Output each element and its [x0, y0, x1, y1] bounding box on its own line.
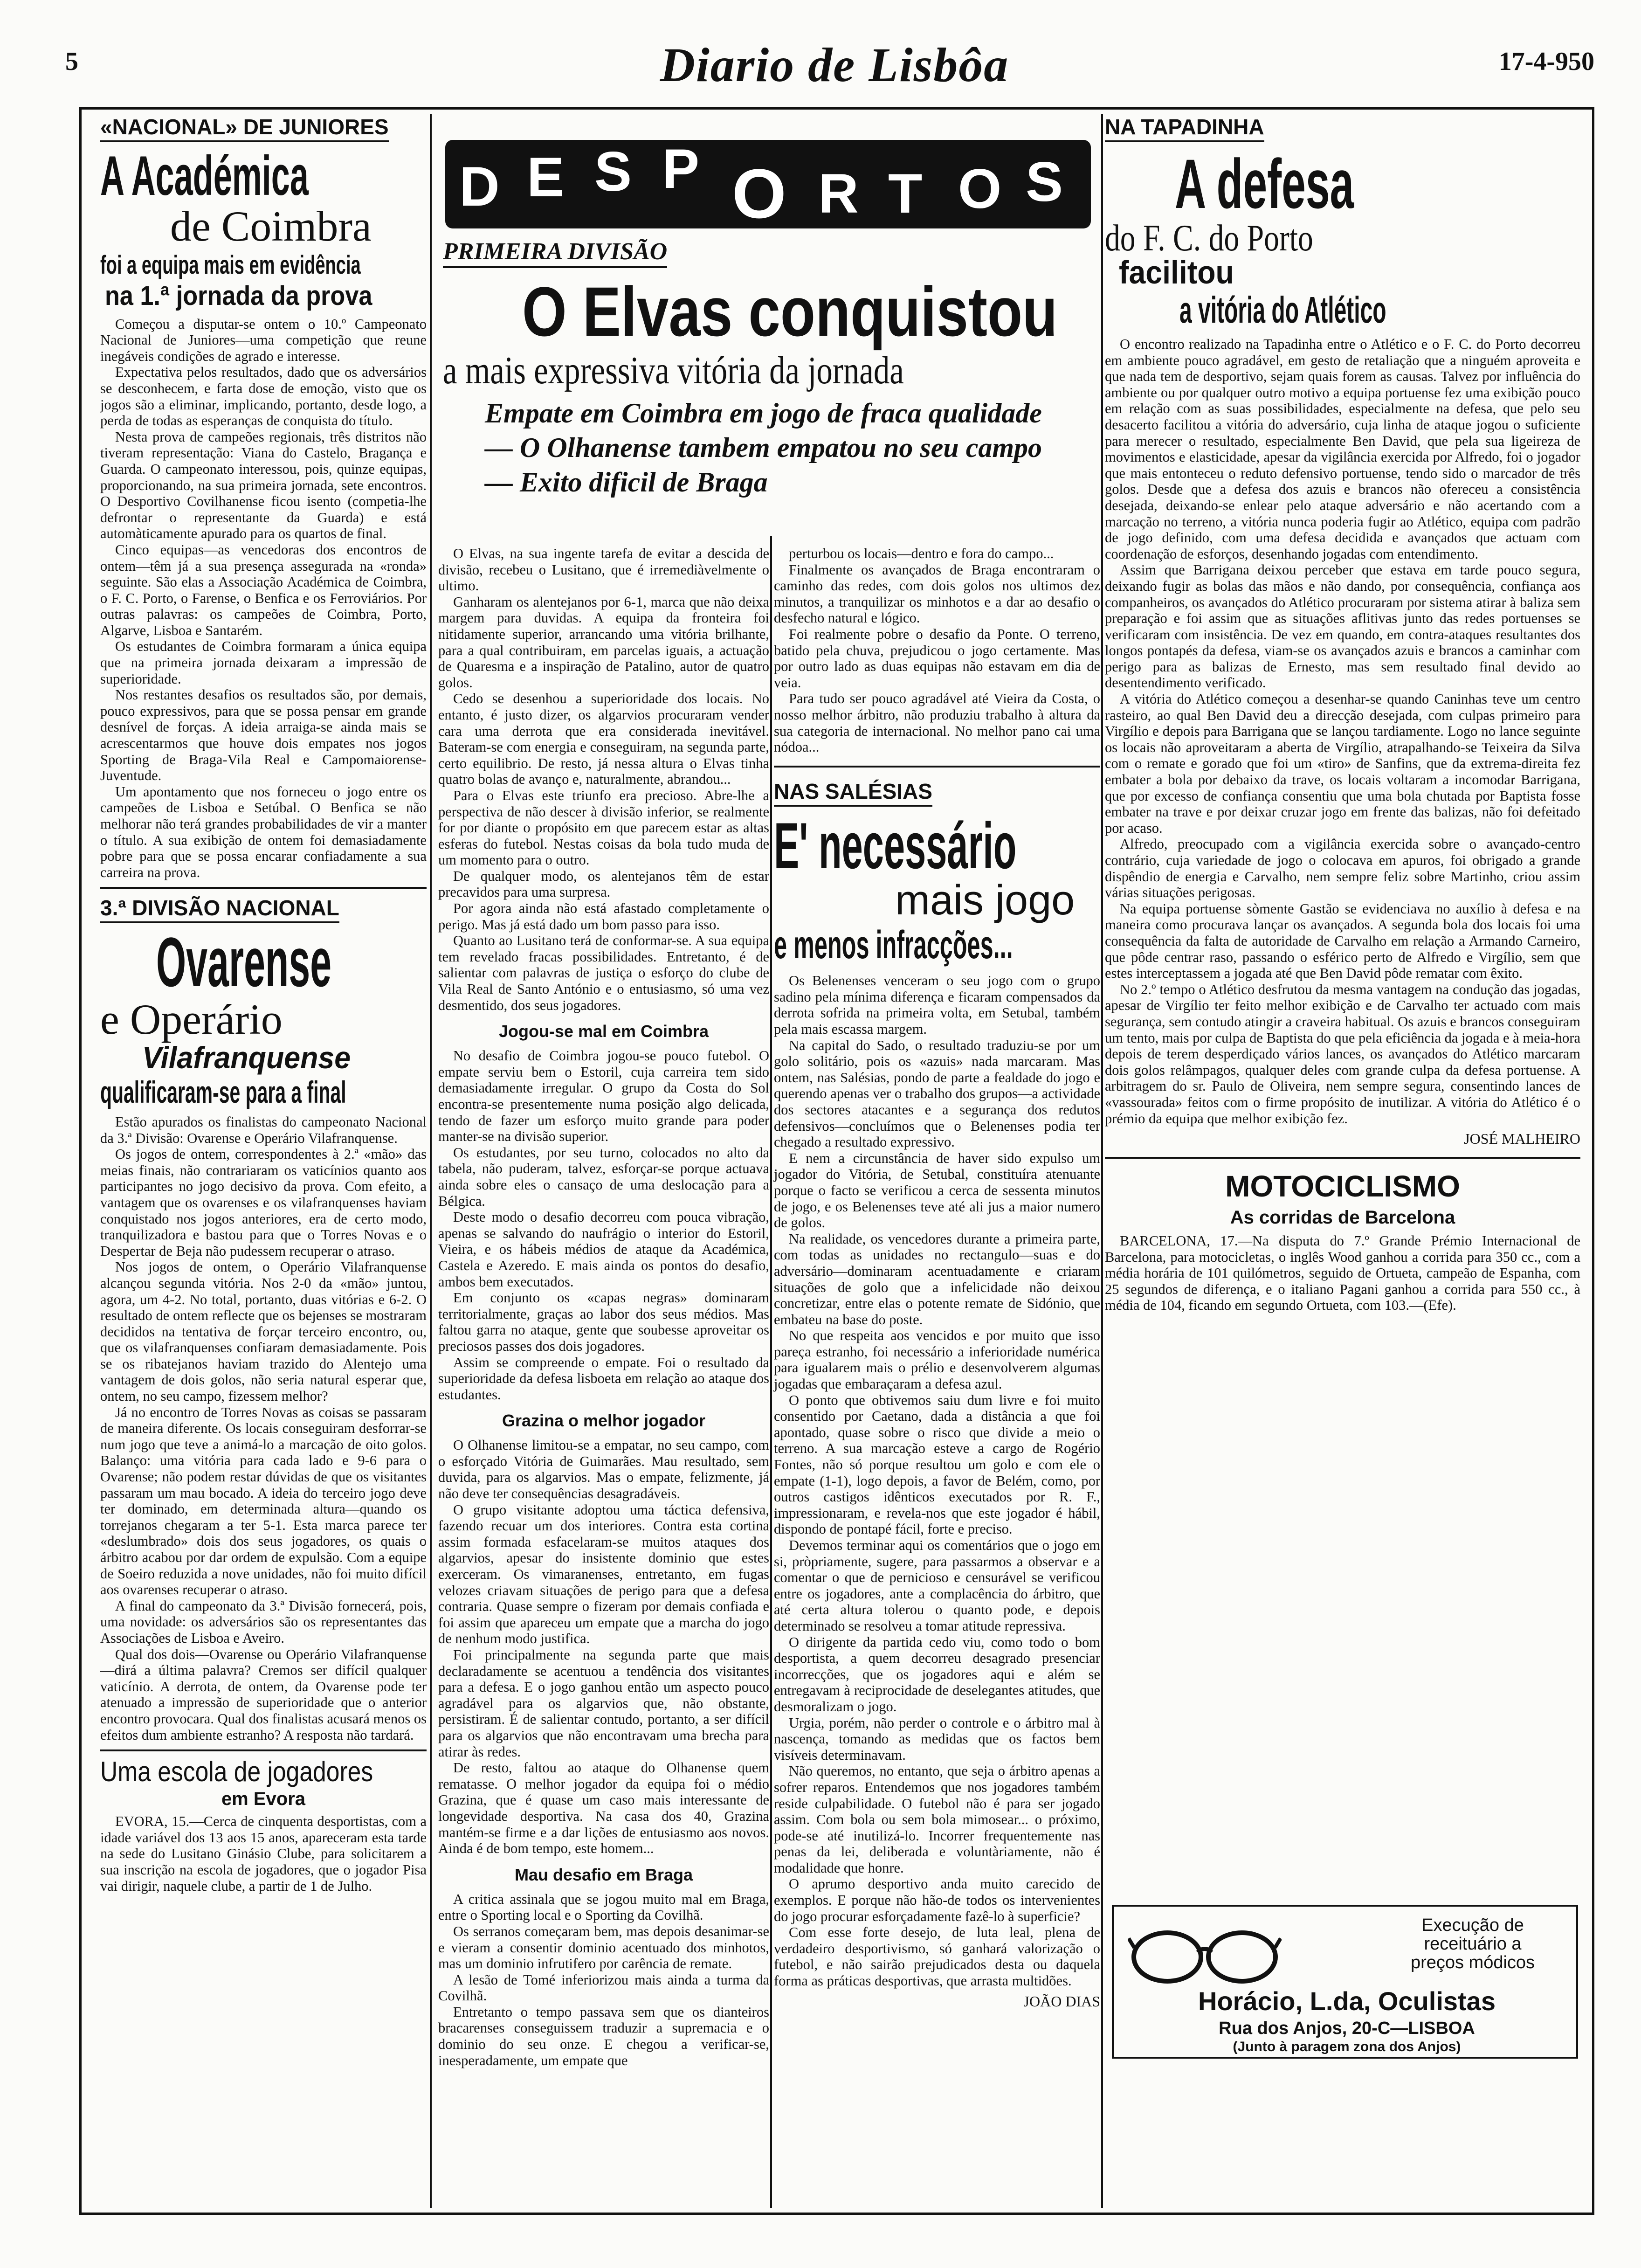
article-subheadline: Mau desafio em Braga	[514, 1865, 693, 1884]
column-1	[100, 114, 427, 1894]
advert-brand: Horácio, L.da, Oculistas	[1198, 1986, 1496, 2016]
article-subheadline: em Evora	[221, 1789, 306, 1810]
paragraph: Quanto ao Lusitano terá de conformar-se. A sua equipa tem revelado fracas possibilidades. Entretanto, é de salientar com palavras de justiça o esforço do clube de Vila Real de Santo António e o entusiasmo, só uma vez desmentido, dos seus jogadores.	[438, 933, 769, 1013]
banner-letter: D	[459, 155, 500, 218]
article-headline: A defesa	[1175, 145, 1354, 223]
article-body	[100, 316, 427, 881]
paragraph: O ponto que obtivemos saiu dum livre e foi muito consentido por Caetano, dada a distância a que foi apontado, quase sobre o risco que divide a meio o terreno. A sua marcação esteve a cargo de Rogério Fontes, não só porque resultou um golo e com ele o empate (1-1), logo depois, a favor de Belém, como, por outros castigos idênticos executados por R. F., impressionaram, e revela-nos que este jogador é hábil, dispondo de pontapé fácil, forte e preciso.	[774, 1392, 1100, 1537]
column-divider	[1101, 114, 1103, 2208]
article-body	[438, 1048, 769, 1403]
paragraph: A critica assinala que se jogou muito mal em Braga, entre o Sporting local e o Sporting da Covilhã.	[438, 1891, 769, 1923]
paragraph: Com esse forte desejo, de luta leal, plena de verdadeiro desportivismo, só ganhará valorização o futebol, e não sairão prejudicados desta ou daquela forma as práticas desportivas, que arrasta multidões.	[774, 1924, 1100, 1989]
paragraph: O aprumo desportivo anda muito carecido de exemplos. E porque não hão-de todos os intervenientes do jogo procurar esforçadamente fazê-lo à superficie?	[774, 1876, 1100, 1924]
article-headline: E' necessário	[774, 809, 1017, 882]
paragraph: E nem a circunstância de haver sido expulso um jogador do Vitória, de Setubal, constituíra atenuante porque o facto se verificou a cerca de sessenta minutos de jogo, e os Belenenses teve até ali jus a maior numero de golos.	[774, 1150, 1100, 1231]
article-body	[438, 1437, 769, 1856]
column-divider	[770, 536, 772, 2208]
advert-line: receituário a	[1424, 1934, 1522, 1954]
paragraph: A lesão de Tomé inferiorizou mais ainda a turma da Covilhã.	[438, 1971, 769, 2004]
paragraph: A final do campeonato da 3.ª Divisão fornecerá, pois, uma novidade: os adversários são os representantes das Associações de Lisboa e Aveiro.	[100, 1597, 427, 1646]
byline: JOÃO DIAS	[1023, 1992, 1100, 2010]
deck-line: — O Olhanense tambem empatou no seu campo	[485, 432, 1042, 463]
sub-headline: a mais expressiva vitória da jornada	[443, 349, 904, 392]
paragraph: O Elvas, na sua ingente tarefa de evitar a descida de divisão, recebeu o Lusitano, que é irremediàvelmente o ultimo.	[438, 546, 769, 594]
article-subheadline: As corridas de Barcelona	[1230, 1207, 1455, 1228]
paragraph: Na realidade, os vencedores durante a primeira parte, com todas as unidades no rectangulo—suas e do adversário—dominaram acentuadamente e criaram situações de golo que a infelicidade não deixou concretizar, entre elas o potente remate de Sidónio, que embateu na base do poste.	[774, 1231, 1100, 1328]
divider	[100, 1749, 427, 1751]
article-kicker: «NACIONAL» DE JUNIORES	[100, 114, 389, 142]
article-headline: do F. C. do Porto	[1105, 218, 1313, 259]
advert-note: (Junto à paragem zona dos Anjos)	[1233, 2039, 1461, 2054]
paragraph: Ganharam os alentejanos por 6-1, marca que não deixa margem para duvidas. A equipa da fronteira foi nitidamente superior, arrancando uma vitória brilhante, para a qual contribuiram, em parcelas iguais, a actuação de Quaresma e a inspiração de Patalino, autor de quatro golos.	[438, 594, 769, 691]
main-headline: O Elvas conquistou	[522, 272, 1058, 351]
paragraph: Os Belenenses venceram o seu jogo com o grupo sadino pela mínima diferença e ficaram compensados da derrota sofrida na primeira volta, em Setubal, também pela mais escassa margem.	[774, 973, 1100, 1037]
divider	[1105, 1157, 1580, 1159]
article-body	[100, 1813, 427, 1894]
article-headline: Uma escola de jogadores	[100, 1756, 373, 1788]
article-headline: Vilafranquense	[142, 1040, 351, 1075]
paragraph: Foi realmente pobre o desafio da Ponte. O terreno, batido pela chuva, prejudicou o jogo certamente. Mas por outro lado as duas equipas não estavam em dia de veia.	[774, 626, 1100, 691]
banner-letter: O	[732, 154, 786, 228]
article-body	[774, 973, 1100, 1989]
paragraph: O encontro realizado na Tapadinha entre o Atlético e o F. C. do Porto decorreu em ambiente pouco agradável, em gesto de retaliação que a ninguém aproveita e que nada tem de desportivo, sejam quais forem as causas. Talvez por influência do ambiente ou por qualquer outro motivo a equipa portuense fez uma exibição pouco em relação com as suas possibilidades, especialmente na defesa, que pelo seu desacerto facilitou a vitória do adversário, cuja linha de ataque jogou o suficiente para merecer o resultado, especialmente Ben David, que pela sua ligeireza de movimentos e elasticidade, apesar da vigilância exercida por Alfredo, foi o jogador que mais entonteceu o reduto defensivo portuense, tendo sido o marcador de três golos. Desde que a defesa dos azuis e brancos não ofereceu a consistência desejada, deixando-se enlear pelo ataque adversário e não acertando com a marcação no terreno, a vitória nunca poderia fugir ao Atlético, equipa com padrão de jogo definido, com uma defesa decidida e avançados que actuam com coordenação de esforços, desenhando jogadas com entendimento.	[1105, 336, 1580, 562]
paragraph: Na capital do Sado, o resultado traduziu-se por um golo solitário, pois os «azuis» nada marcaram. Mas ontem, nas Salésias, pondo de parte a fealdade do jogo e querendo apenas ver o trabalho dos grupos—a actividade dos sectores atacantes e a segurança dos redutos defensivos—concluímos que o Belenenses podia ter chegado a resultado expressivo.	[774, 1037, 1100, 1150]
paragraph: Em conjunto os «capas negras» dominaram territorialmente, graças ao labor dos seus médios. Mas faltou garra no ataque, gente que soubesse aproveitar os preciosos passes dos dois jogadores.	[438, 1290, 769, 1354]
banner-letter: E	[527, 146, 565, 208]
paragraph: EVORA, 15.—Cerca de cinquenta desportistas, com a idade variável dos 13 aos 15 anos, apareceram esta tarde na sede do Lusitano Ginásio Clube, para solicitarem a sua inscrição na escola de jogadores, que o jogador Pisa vai dirigir, naquele clube, a partir de 1 de Julho.	[100, 1813, 427, 1894]
column-2	[438, 546, 769, 2068]
paragraph: O Olhanense limitou-se a empatar, no seu campo, com o esforçado Vitória de Guimarães. Mau resultado, sem duvida, para os algarvios. Mas o empate, felizmente, já não deve ter consequências desagradáveis.	[438, 1437, 769, 1502]
paragraph: Estão apurados os finalistas do campeonato Nacional da 3.ª Divisão: Ovarense e Operário Vilafranquense.	[100, 1113, 427, 1146]
paragraph: Por agora ainda não está afastado completamente o perigo. Mas já está dado um bom passo para isso.	[438, 900, 769, 933]
article-headline: MOTOCICLISMO	[1225, 1169, 1460, 1203]
paragraph: Assim se compreende o empate. Foi o resultado da superioridade da defesa lisboeta em relação ao ataque dos estudantes.	[438, 1354, 769, 1403]
article-body	[438, 1891, 769, 2069]
divider	[774, 766, 1100, 768]
paragraph: perturbou os locais—dentro e fora do campo...	[789, 546, 1054, 561]
optician-advert	[1112, 1905, 1578, 2059]
paragraph: Cedo se desenhou a superioridade dos locais. No entanto, é justo dizer, os algarvios procuraram vender cara uma derrota que era considerada inevitável. Bateram-se com energia e conseguiram, na segunda parte, certo equilibrio. De resto, já nessa altura o Elvas tinha quatro bolas de avanço e, naturalmente, abrandou...	[438, 691, 769, 788]
article-headline: de Coimbra	[170, 202, 372, 250]
banner-letter: S	[594, 140, 632, 203]
paragraph: Nesta prova de campeões regionais, três distritos não tiveram representação: Viana do Castelo, Bragança e Guarda. O campeonato interessou, pois, quinze equipas, proporcionando, na sua primeira jornada, sete encontros. O Desportivo Covilhanense ficou isento (competia-lhe defrontar o representante da Guarda) e está automàticamente apurado para os quartos de final.	[100, 429, 427, 542]
page-header	[65, 37, 1594, 93]
center-article-head	[443, 238, 1096, 499]
column-4	[1105, 114, 1580, 1314]
paragraph: Finalmente os avançados de Braga encontraram o caminho das redes, com dois golos nos ultimos dez minutos, a tranquilizar os minhotos e a dar ao desafio o desfecho natural e lógico.	[774, 561, 1100, 626]
paragraph: Os jogos de ontem, correspondentes à 2.ª «mão» das meias finais, não contrariaram os vaticínios quanto aos participantes no jogo decisivo da prova. Com efeito, a vantagem que os ovarenses e os vilafranquenses haviam conquistado nos jogos anteriores, era de certo modo, tranquilizadora e bastou para que o Torres Novas e o Despertar de Beja não pudessem recuperar o atraso.	[100, 1146, 427, 1259]
paragraph: Deste modo o desafio decorreu com pouca vibração, apenas se salvando do naufrágio o interior do Estoril, Vieira, e os hábeis médios de ataque da Académica, Castela e Azeredo. E mais ainda os pontos do desafio, ambos bem executados.	[438, 1209, 769, 1290]
article-headline: qualificaram-se para a final	[100, 1074, 346, 1109]
advert-line: Execução de	[1421, 1915, 1524, 1935]
banner-letter: T	[888, 162, 923, 225]
article-headline: A Académica	[100, 145, 309, 207]
article-kicker: NA TAPADINHA	[1105, 114, 1264, 142]
deck-line: — Exito dificil de Braga	[485, 467, 768, 498]
advert-line: preços módicos	[1410, 1953, 1535, 1972]
paragraph: BARCELONA, 17.—Na disputa do 7.º Grande Prémio Internacional de Barcelona, para motocicletas, o inglês Wood ganhou a corrida para 350 cc., com a média horária de 101 quilómetros, seguido de Ortueta, campeão de Espanha, com 25 segundos de diferença, e o italiano Pagani ganhou a corrida para 550 cc., à média de 104, ficando em segundo Ortueta, com 103.—(Efe).	[1105, 1233, 1580, 1314]
article-body	[100, 1114, 427, 1743]
paragraph: Nos jogos de ontem, o Operário Vilafranquense alcançou segunda vitória. Nos 2-0 da «mão» juntou, agora, um 4-2. No total, portanto, duas vitórias e 6-2. O resultado de ontem reflecte que os bejenses se mostraram decididos na tentativa de forçar terceiro encontro, ou, que os vilafranquenses confiaram demasiadamente. Pois se os ribatejanos haviam trazido do Alentejo uma vantagem de dois golos, não seria natural esperar que, ontem, no seu campo, fizessem melhor?	[100, 1259, 427, 1404]
paragraph: Na equipa portuense sòmente Gastão se evidenciava no auxílio à defesa e na maneira como procurava lançar os avançados. A segunda bola dos locais foi uma consequência da falta de autoridade de Carvalho em relação a Armando Carneiro, que pôde centrar raso, passando o esférico perto de Alfredo e Virgílio, sem que estes interceptassem a jogada até que Ben David pôde rematar com êxito.	[1105, 900, 1580, 982]
banner-letter: P	[662, 140, 700, 200]
paragraph: Nos restantes desafios os resultados são, por demais, pouco expressivos, para que se possa pensar em grande desnível de forças. A ideia arraiga-se ainda mais se acrescentarmos que houve dois empates nos jogos Sporting de Braga-Vila Real e Campomaiorense-Juventude.	[100, 687, 427, 784]
paragraph: No que respeita aos vencidos e por muito que isso pareça estranho, foi necessário a inferioridade numérica para igualarem mais o prélio e desenvolverem algumas jogadas que embaraçaram a defesa azul.	[774, 1328, 1100, 1392]
deck-line: Empate em Coimbra em jogo de fraca qualidade	[485, 398, 1042, 429]
paragraph: Devemos terminar aqui os comentários que o jogo em si, pròpriamente, sugere, para passarmos a observar e a comentar o que de pernicioso e censurável se verificou entre os jogadores, ante a complacência do árbitro, que até certa altura tolerou o quanto pode, e depois determinado se resolveu a tomar atitude repressiva.	[774, 1537, 1100, 1634]
paragraph: Para o Elvas este triunfo era precioso. Abre-lhe a perspectiva de não descer à divisão inferior, se realmente for por diante o propósito em que parecem estar as altas esferas do futebol. Nestas coisas da bola tudo muda de um momento para o outro.	[438, 787, 769, 868]
banner-letter: R	[818, 162, 859, 225]
paragraph: Começou a disputar-se ontem o 10.º Campeonato Nacional de Juniores—uma competição que reune inegáveis condições de agrado e interesse.	[100, 316, 427, 364]
paragraph: Qual dos dois—Ovarense ou Operário Vilafranquense—dirá a última palavra? Cremos ser difícil qualquer vaticínio. A derrota, de ontem, da Ovarense pode ter atenuado a impressão de superioridade que o anterior encontro provocara. Qual dos finalistas acusará menos os efeitos dum ambiente estranho? A resposta não tardará.	[100, 1646, 427, 1743]
paragraph: Expectativa pelos resultados, dado que os adversários se desconhecem, e farta dose de emoção, visto que os jogos são a eliminar, implicando, portanto, desde logo, a perda de todas as esperanças de conquista do título.	[100, 364, 427, 429]
article-body	[438, 546, 769, 1013]
article-headline: facilitou	[1119, 254, 1234, 290]
article-headline: a vitória do Atlético	[1179, 289, 1386, 331]
section-kicker: PRIMEIRA DIVISÃO	[443, 238, 667, 268]
paragraph: Para tudo ser pouco agradável até Vieira da Costa, o nosso melhor árbitro, não produziu trabalho à altura da sua categoria de internacional. No melhor pano cai uma nódoa...	[774, 691, 1100, 755]
column-divider	[430, 114, 432, 2208]
paragraph: Foi principalmente na segunda parte que mais declaradamente se acentuou a tendência dos visitantes para a defesa. E o jogo ganhou então um aspecto pouco agradável para os algarvios que, não obstante, persistiram. É de salientar contudo, portanto, a ser difícil para os algarvios que não encontravam uma brecha para atirar às redes.	[438, 1647, 769, 1760]
article-body	[774, 546, 1100, 755]
paragraph: A vitória do Atlético começou a desenhar-se quando Caninhas teve um centro rasteiro, ao qual Ben David deu a direcção desejada, com culpas primeiro para Virgílio e depois para Barrigana que se lançou tardiamente. Logo no lance seguinte os locais não aproveitaram a aberta de Virgílio, atrapalhando-se Teixeira da Silva com o remate e gorado que foi um «tiro» de Sanfins, que da extrema-direita fez embater a bola por debaixo da trave, os locais voltaram a incomodar Barrigana, que por excesso de confiança consentiu que uma bola chutada por Baptista fosse embater na trave e por deixar cruzar jogo em frente das balizas, não foi defeitado por acaso.	[1105, 691, 1580, 836]
paragraph: Os estudantes, por seu turno, colocados no alto da tabela, não puderam, talvez, esforçar-se porque actuava ainda sobre eles o cansaço de uma deslocação para a Bélgica.	[438, 1144, 769, 1209]
paragraph: De qualquer modo, os alentejanos têm de estar precavidos para uma surpresa.	[438, 868, 769, 900]
article-kicker: 3.ª DIVISÃO NACIONAL	[100, 895, 339, 923]
page-number: 5	[65, 47, 78, 76]
paragraph: Já no encontro de Torres Novas as coisas se passaram de maneira diferente. Os locais conseguiram desforrar-se num jogo que teve a animá-lo a marcação de oito golos. Balanço: uma vitória para cada lado e 9-6 para o Ovarense; não podem restar dúvidas de que os visitantes passaram um mau bocado. A ideia do terceiro jogo deve ter dominado, em determinada altura—quando os torrejanos chegaram a ter 5-1. Esta marca parece ter «deslumbrado» dois dos seus jogadores, os quais o árbitro acabou por dar ordem de expulsão. Com a equipe de Soeiro reduzida a nove unidades, não foi muito difícil aos ovarenses recuperar o atraso.	[100, 1404, 427, 1598]
paragraph: Não queremos, no entanto, que seja o árbitro apenas a sofrer reparos. Entendemos que nos jogadores também reside culpabilidade. O futebol não é para ser jogado assim. Com bola ou sem bola mimosear... o próximo, pode-se até inutilizá-lo. Incorrer frequentemente nas penas da lei, deliberada e voluntàriamente, não é modalidade que honre.	[774, 1763, 1100, 1876]
paragraph: Cinco equipas—as vencedoras dos encontros de ontem—têm já a sua presença assegurada na «ronda» seguinte. São elas a Associação Académica de Coimbra, o F. C. Porto, o Farense, o Benfica e os Ferroviários. Por outras palavras: os campeões de Coimbra, Porto, Algarve, Lisboa e Santarém.	[100, 541, 427, 638]
byline: JOSÉ MALHEIRO	[1464, 1130, 1580, 1148]
section-banner	[445, 140, 1091, 228]
paragraph: Urgia, porém, não perder o controle e o árbitro mal à nascença, tomando as medidas que os factos bem visíveis determinavam.	[774, 1715, 1100, 1763]
paragraph: Assim que Barrigana deixou perceber que estava em tarde pouco segura, deixando fugir as bolas das mãos e não dando, por consequência, confiança aos companheiros, os avançados do Atlético procuraram por sistema atirar à baliza sem preparação e foi assim que as situações aflitivas junto das redes portuenses se verificaram com insistência. De vez em quando, em contra-ataques resultantes dos longos pontapés da defesa, viam-se os avançados azuis e brancos a caminhar com perigo para as balizas de Ernesto, mas sem resultado final devido ao desentendimento verificado.	[1105, 562, 1580, 691]
article-headline: e Operário	[100, 996, 283, 1044]
article-headline: foi a equipa mais em evidência	[100, 249, 361, 279]
eyeglasses-icon	[1128, 1920, 1282, 1990]
banner-letter: O	[958, 158, 1002, 220]
paragraph: No desafio de Coimbra jogou-se pouco futebol. O empate serviu bem o Estoril, cuja carreira tem sido demasiadamente irregular. O grupo da Costa do Sol encontra-se presentemente numa posição algo delicada, tendo de fazer um esforço muito grande para poder manter-se na divisão superior.	[438, 1048, 769, 1145]
column-3	[774, 546, 1100, 2010]
article-headline: mais jogo	[895, 877, 1075, 924]
article-subheadline: Grazina o melhor jogador	[502, 1411, 706, 1431]
divider	[100, 887, 427, 889]
article-headline: Ovarense	[156, 923, 332, 1002]
article-body	[1105, 336, 1580, 1127]
issue-date: 17-4-950	[1498, 47, 1594, 76]
paragraph: Os estudantes de Coimbra formaram a única equipa que na primeira jornada deixaram a impressão de superioridade.	[100, 638, 427, 687]
advert-tagline	[1375, 1916, 1571, 1972]
paragraph: O grupo visitante adoptou uma táctica defensiva, fazendo recuar um dos interiores. Contra esta cortina assim formada esfacelaram-se muitos ataques dos algarvios, apesar do insistente dominio que estes exerceram. Os vimaranenses, entretanto, em fugas velozes criavam situações de perigo para que a defesa contraria. Quase sempre o fizeram por demais confiada e foi assim que apareceu um empate que a marcha do jogo de nenhum modo justifica.	[438, 1501, 769, 1647]
advert-address: Rua dos Anjos, 20-C—LISBOA	[1219, 2019, 1475, 2038]
banner-letter: S	[1026, 151, 1063, 213]
article-headline: e menos infracções...	[774, 923, 1013, 967]
article-body	[1105, 1233, 1580, 1314]
article-kicker: NAS SALÉSIAS	[774, 779, 932, 807]
article-subheadline: Jogou-se mal em Coimbra	[498, 1022, 709, 1041]
article-headline: na 1.ª jornada da prova	[105, 280, 372, 311]
masthead: Diario de Lisbôa	[660, 38, 1009, 92]
paragraph: No 2.º tempo o Atlético desfrutou da mesma vantagem na condução das jogadas, apesar de Virgílio ter feito melhor exibição e de Carvalho ter actuado com mais segurança, sem contudo atingir a craveira habitual. Os azuis e brancos conseguiram um tento, mais por culpa de Baptista do que pela eficiência da jogada e à meia-hora depois de terem desperdiçado vários lances, os avançados do Atlético marcaram dois golos relâmpagos, qualquer deles com grande culpa da defesa portuense. A arbitragem do sr. Paulo de Oliveira, nem sempre segura, consentindo lances de «vassourada» feitos com o firme propósito de inutilizar. A vitória do Atlético é o prémio da equipa que melhor exibição fez.	[1105, 981, 1580, 1127]
deck	[485, 396, 1096, 499]
paragraph: Um apontamento que nos forneceu o jogo entre os campeões de Lisboa e Setúbal. O Benfica se não melhorar não terá grandes probabilidades de vir a manter o título. A sua exibição de ontem foi demasiadamente pobre para que se possa encarar confiadamente a sua carreira na prova.	[100, 783, 427, 880]
paragraph: O dirigente da partida cedo viu, como todo o bom desportista, a quem decorreu desagrado presenciar incorrecções, que os jogadores aqui e além se entregavam à reciprocidade de deselegantes atitudes, que desmoralizam o jogo.	[774, 1634, 1100, 1715]
paragraph: Alfredo, preocupado com a vigilância exercida sobre o avançado-centro contrário, cuja variedade de jogo o colocava em apuros, foi obrigado a grande dispêndio de energia e Carvalho, nem sempre feliz sobre Martinho, criou assim várias situações perigosas.	[1105, 836, 1580, 901]
paragraph: De resto, faltou ao ataque do Olhanense quem rematasse. O melhor jogador da equipa foi o médio Grazina, que é quase um caso mais interessante de longevidade desportiva. Na casa dos 40, Grazina mantém-se firme e a dar lições de entusiasmo aos novos. Ainda é de bom tempo, este homem...	[438, 1760, 769, 1857]
paragraph: Os serranos começaram bem, mas depois desanimar-se e vieram a consentir dominio acentuado dos minhotos, mas um dominio infrutifero por carência de remate.	[438, 1923, 769, 1972]
paragraph: Entretanto o tempo passava sem que os dianteiros bracarenses conseguissem traduzir a supremacia e o dominio do seu onze. E chegou a verificar-se, inesperadamente, um empate que	[438, 2004, 769, 2068]
